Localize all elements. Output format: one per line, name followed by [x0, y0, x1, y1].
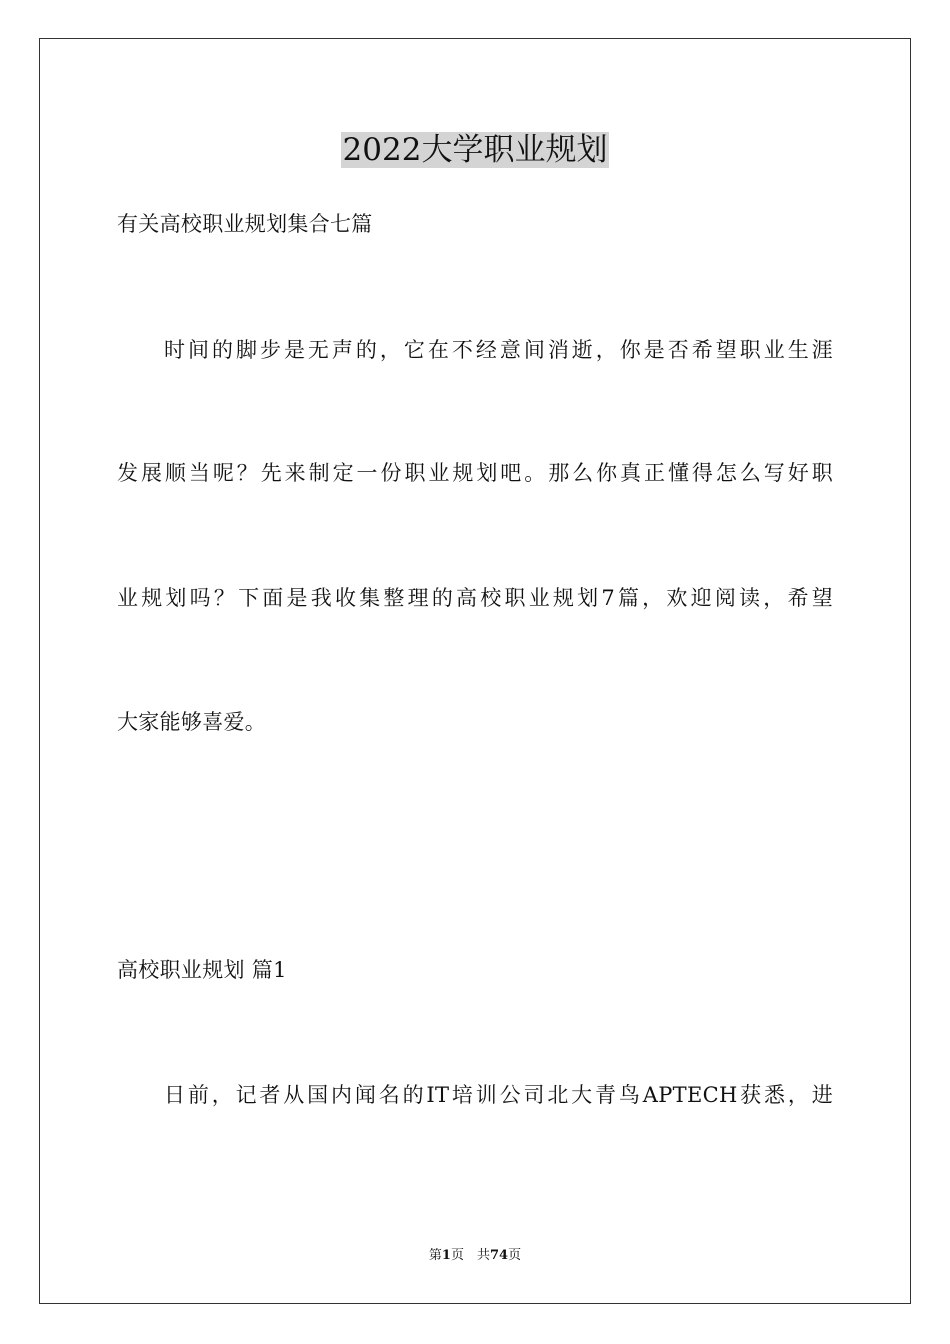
intro-line-4: 大家能够喜爱。	[117, 710, 267, 734]
page-footer	[0, 1247, 950, 1265]
footer-current-page: 1	[441, 1248, 451, 1263]
section-heading: 高校职业规划 篇1	[117, 958, 287, 982]
section-paragraph-line-1: 日前，记者从国内闻名的IT培训公司北大青鸟APTECH获悉，进	[164, 1083, 833, 1107]
intro-line-3: 业规划吗？下面是我收集整理的高校职业规划7篇，欢迎阅读，希望	[117, 586, 833, 610]
document-subtitle: 有关高校职业规划集合七篇	[117, 212, 373, 236]
intro-line-2: 发展顺当呢？先来制定一份职业规划吧。那么你真正懂得怎么写好职	[117, 461, 833, 485]
footer-prefix: 第	[428, 1248, 442, 1263]
intro-line-1: 时间的脚步是无声的，它在不经意间消逝，你是否希望职业生涯	[164, 338, 833, 362]
document-title	[0, 128, 950, 172]
document-title-text: 2022大学职业规划	[342, 132, 608, 168]
footer-mid: 页 共	[450, 1248, 490, 1263]
footer-suffix: 页	[508, 1248, 522, 1263]
footer-total-pages: 74	[489, 1248, 509, 1263]
